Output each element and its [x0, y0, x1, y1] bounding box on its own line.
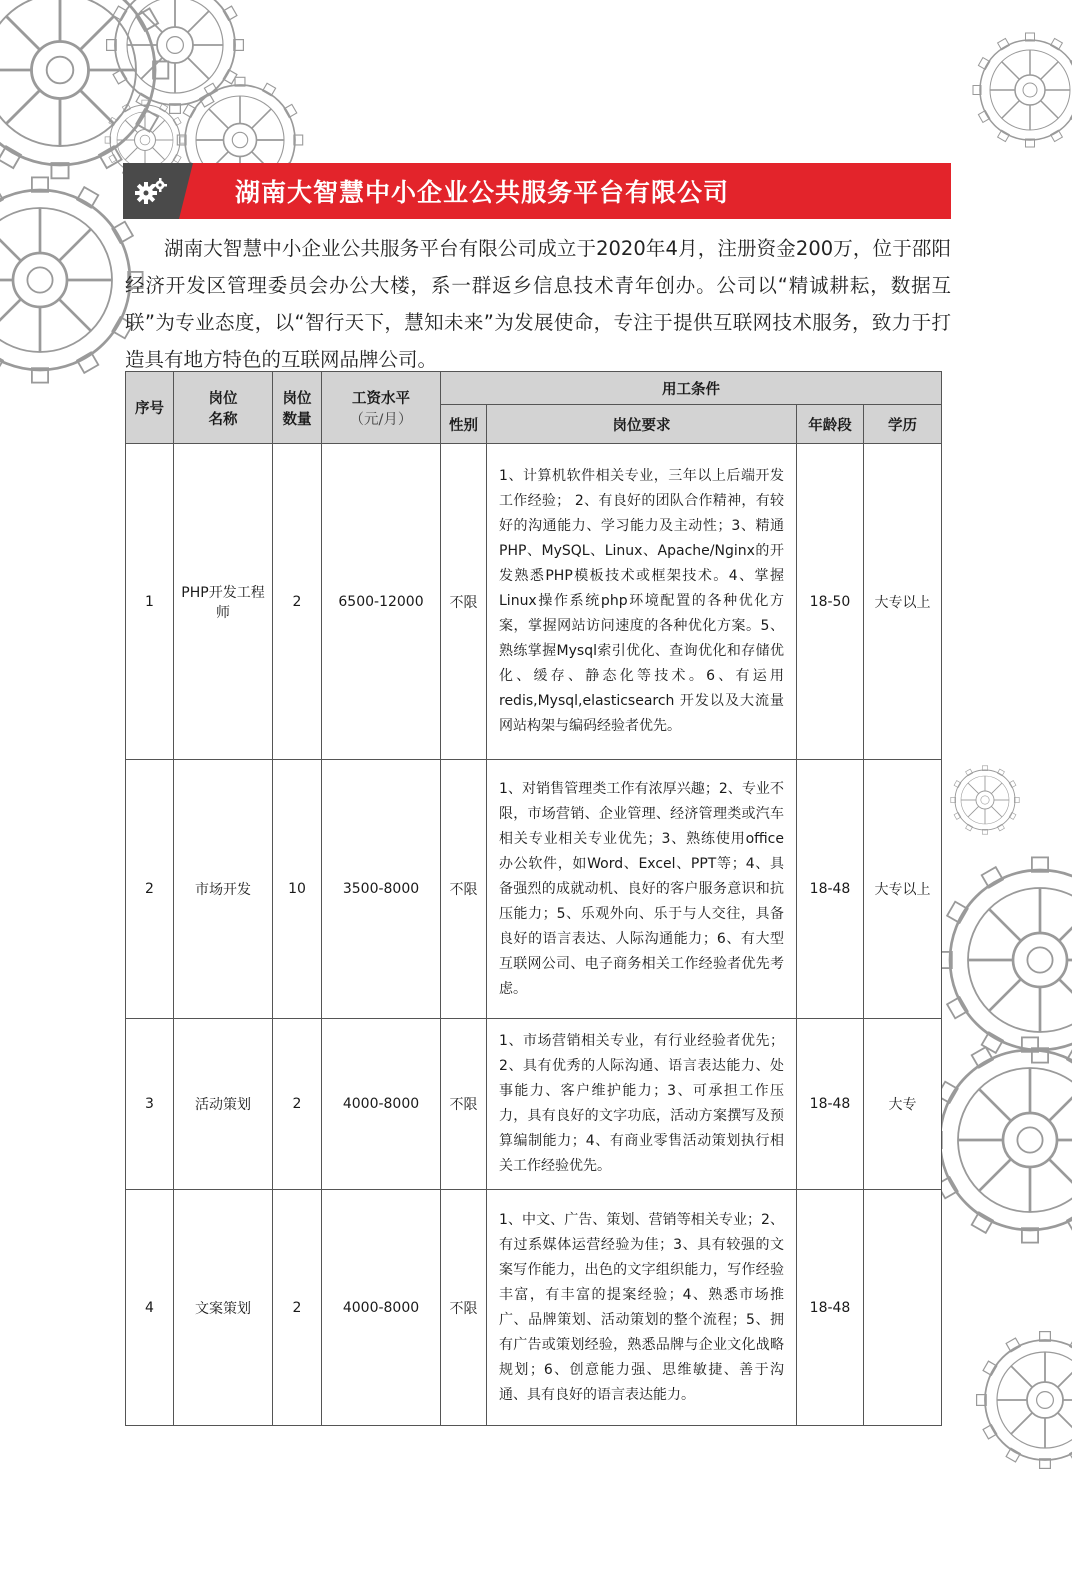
cell-requirements: 1、市场营销相关专业，有行业经验者优先；2、具有优秀的人际沟通、语言表达能力、处事能力、客户维护能力；3、可承担工作压力，具有良好的文字功底，活动方案撰写及预算编制能力；4、有商业零售活动策划执行相关工作经验优先。	[487, 1019, 797, 1190]
cell-age: 18-48	[797, 1019, 864, 1190]
company-intro	[125, 230, 951, 378]
cell-index: 1	[126, 444, 174, 760]
header-position-line2: 名称	[208, 411, 238, 428]
cell-gender: 不限	[441, 1190, 487, 1426]
header-education: 学历	[864, 405, 942, 444]
cell-position: 文案策划	[174, 1190, 273, 1426]
cell-education: 大专	[864, 1019, 942, 1190]
cell-index: 4	[126, 1190, 174, 1426]
cell-salary: 3500-8000	[322, 760, 441, 1019]
header-salary-line1: 工资水平	[352, 390, 410, 407]
title-banner	[123, 163, 951, 219]
cell-education: 大专以上	[864, 760, 942, 1019]
cell-requirements: 1、中文、广告、策划、营销等相关专业；2、有过系媒体运营经验为佳；3、具有较强的文案写作能力，出色的文字组织能力，写作经验丰富，有丰富的提案经验；4、熟悉市场推广、品牌策划、活动策划的整个流程；5、拥有广告或策划经验，熟悉品牌与企业文化战略规划；6、创意能力强、思维敏捷、善于沟通、具有良好的语言表达能力。	[487, 1190, 797, 1426]
cell-gender: 不限	[441, 760, 487, 1019]
header-salary-line2: （元/月）	[349, 411, 413, 428]
table-row	[126, 1019, 942, 1190]
cell-position: PHP开发工程师	[174, 444, 273, 760]
header-count-line2: 数量	[282, 411, 312, 428]
header-count	[273, 372, 322, 444]
header-position-line1: 岗位	[208, 390, 238, 407]
cell-salary: 4000-8000	[322, 1019, 441, 1190]
cell-salary: 4000-8000	[322, 1190, 441, 1426]
page-title: 湖南大智慧中小企业公共服务平台有限公司	[235, 178, 730, 207]
cell-count: 2	[273, 1190, 322, 1426]
header-conditions: 用工条件	[441, 372, 942, 405]
cell-index: 3	[126, 1019, 174, 1190]
cell-position: 活动策划	[174, 1019, 273, 1190]
intro-paragraph: 湖南大智慧中小企业公共服务平台有限公司成立于2020年4月，注册资金200万，位于邵阳经济开发区管理委员会办公大楼，系一群返乡信息技术青年创办。公司以“精诚耕耘，数据互联”为专业态度，以“智行天下，慧知未来”为发展使命，专注于提供互联网技术服务，致力于打造具有地方特色的互联网品牌公司。	[125, 237, 951, 371]
gear-icon	[123, 163, 179, 219]
cell-education	[864, 1190, 942, 1426]
cell-requirements: 1、计算机软件相关专业，三年以上后端开发工作经验； 2、有良好的团队合作精神，有较好的沟通能力、学习能力及主动性；3、精通PHP、MySQL、Linux、Apache/Nginx的开发熟悉PHP模板技术或框架技术。4、掌握Linux操作系统php环境配置的各种优化方案，掌握网站访问速度的各种优化方案。5、熟练掌握Mysql索引优化、查询优化和存储优化、缓存、静态化等技术。6、有运用redis,Mysql,elasticsearch 开发以及大流量网站构架与编码经验者优先。	[487, 444, 797, 760]
cell-requirements: 1、对销售管理类工作有浓厚兴趣；2、专业不限，市场营销、企业管理、经济管理类或汽车相关专业相关专业优先；3、熟练使用office办公软件，如Word、Excel、PPT等；4、具备强烈的成就动机、良好的客户服务意识和抗压能力；5、乐观外向、乐于与人交往，具备良好的语言表达、人际沟通能力；6、有大型互联网公司、电子商务相关工作经验者优先考虑。	[487, 760, 797, 1019]
cell-count: 2	[273, 1019, 322, 1190]
cell-age: 18-48	[797, 760, 864, 1019]
header-count-line1: 岗位	[282, 390, 312, 407]
cell-count: 10	[273, 760, 322, 1019]
header-position	[174, 372, 273, 444]
cell-position: 市场开发	[174, 760, 273, 1019]
table-row	[126, 760, 942, 1019]
header-index: 序号	[126, 372, 174, 444]
cell-index: 2	[126, 760, 174, 1019]
cell-gender: 不限	[441, 1019, 487, 1190]
cell-education: 大专以上	[864, 444, 942, 760]
cell-count: 2	[273, 444, 322, 760]
header-requirements: 岗位要求	[487, 405, 797, 444]
cell-gender: 不限	[441, 444, 487, 760]
table-row	[126, 1190, 942, 1426]
header-age: 年龄段	[797, 405, 864, 444]
cell-age: 18-50	[797, 444, 864, 760]
job-table	[125, 371, 942, 1426]
cell-salary: 6500-12000	[322, 444, 441, 760]
cell-age: 18-48	[797, 1190, 864, 1426]
table-row	[126, 444, 942, 760]
header-salary	[322, 372, 441, 444]
header-gender: 性别	[441, 405, 487, 444]
